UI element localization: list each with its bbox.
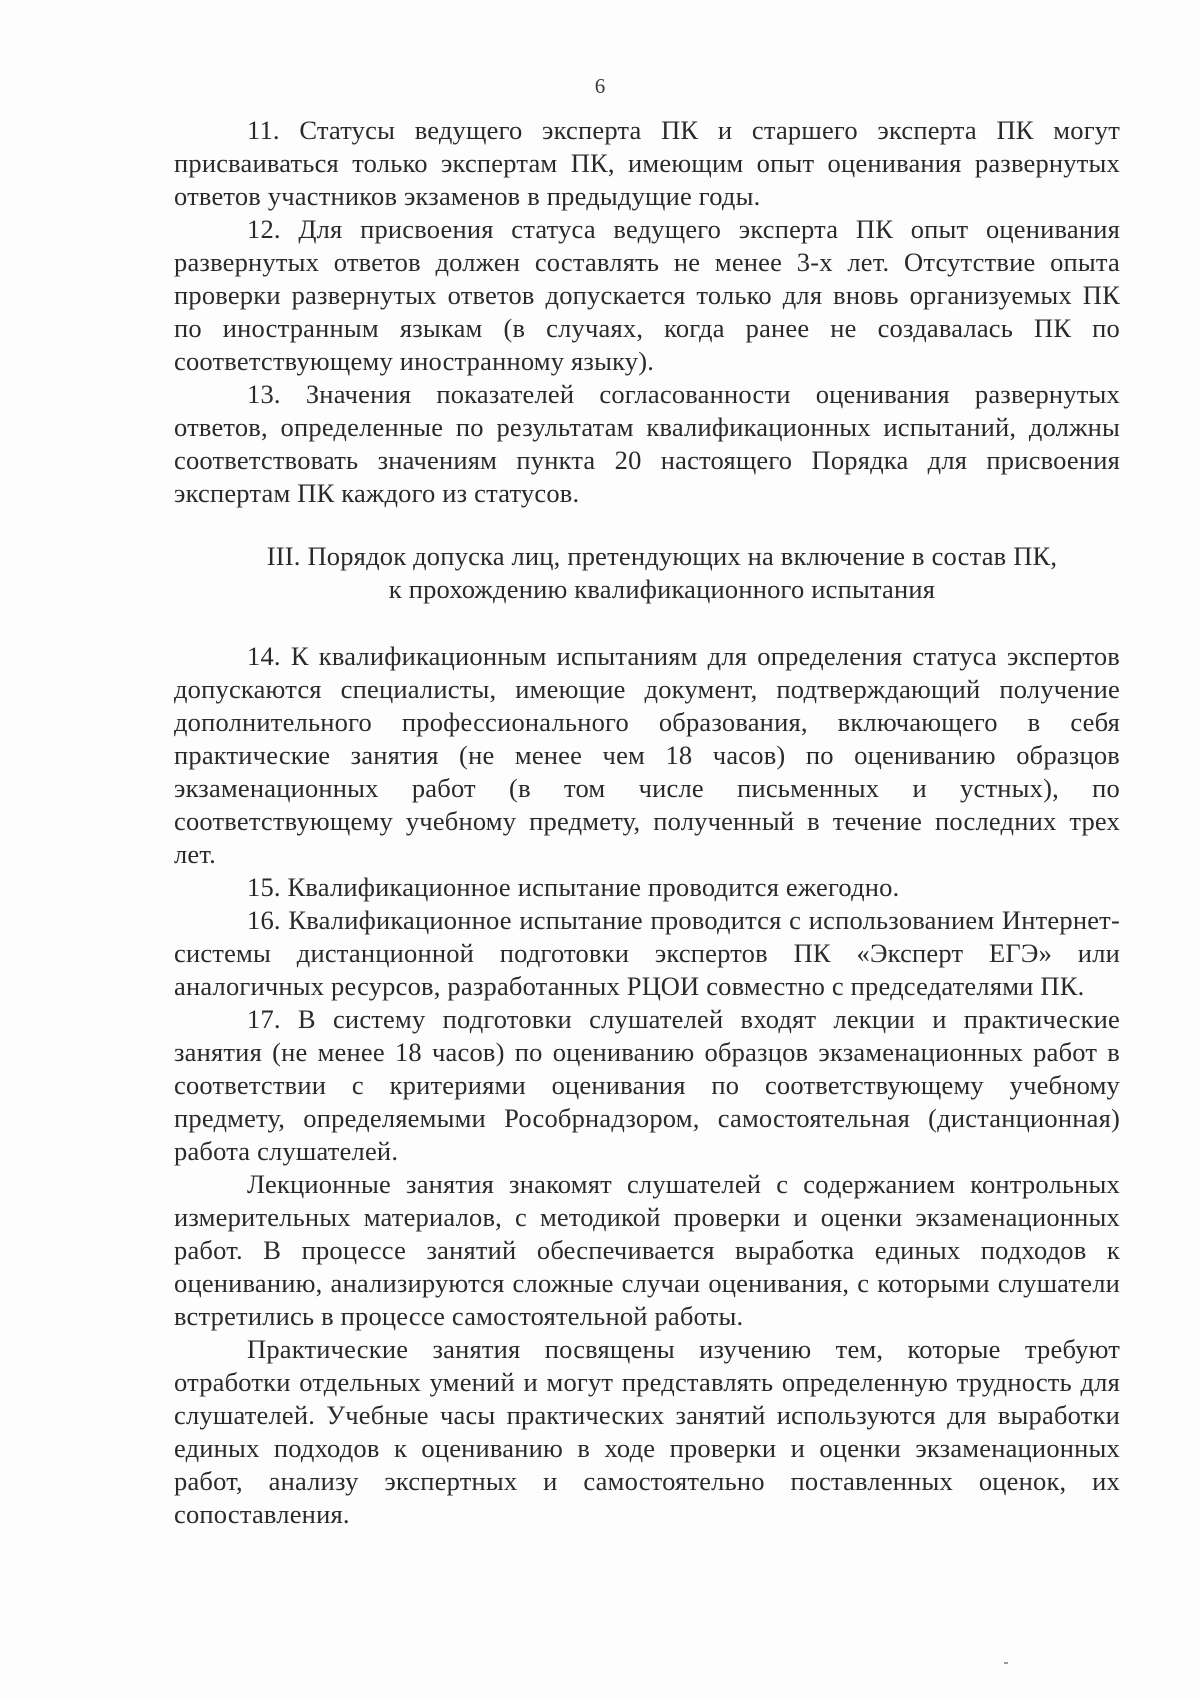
paragraph-12: 12. Для присвоения статуса ведущего эксперта ПК опыт оценивания развернутых ответов должен составлять не менее 3-х лет. Отсутствие опыта проверки развернутых ответов допускается только для вновь организуемых ПК по иностранным языкам (в случаях, когда ранее не создавалась ПК по соответствующему иностранному языку). [174,214,1120,376]
paragraph-16: 16. Квалификационное испытание проводится с использованием Интернет-системы дистанционной подготовки экспертов ПК «Эксперт ЕГЭ» или аналогичных ресурсов, разработанных РЦОИ совместно с председателями ПК. [174,905,1120,1001]
paragraph-11: 11. Статусы ведущего эксперта ПК и старшего эксперта ПК могут присваиваться только экспертам ПК, имеющим опыт оценивания развернутых ответов участников экзаменов в предыдущие годы. [174,115,1120,211]
paragraph-15: 15. Квалификационное испытание проводится ежегодно. [247,872,900,902]
section-heading-line-2: к прохождению квалификационного испытания [388,574,936,604]
document-body [174,114,1120,1531]
paragraph-13: 13. Значения показателей согласованности оценивания развернутых ответов, определенные по результатам квалификационных испытаний, должны соответствовать значениям пункта 20 настоящего Порядка для присвоения экспертам ПК каждого из статусов. [174,379,1120,508]
page-number: 6 [594,74,606,98]
paragraph-lectures: Лекционные занятия знакомят слушателей с содержанием контрольных измерительных материалов, с методикой проверки и оценки экзаменационных работ. В процессе занятий обеспечивается выработка единых подходов к оцениванию, анализируются сложные случаи оценивания, с которыми слушатели встретились в процессе самостоятельной работы. [174,1169,1120,1331]
section-heading [174,540,1120,606]
paragraph-practical: Практические занятия посвящены изучению тем, которые требуют отработки отдельных умений и могут представлять определенную трудность для слушателей. Учебные часы практических занятий используются для выработки единых подходов к оцениванию в ходе проверки и оценки экзаменационных работ, анализу экспертных и самостоятельно поставленных оценок, их сопоставления. [174,1334,1120,1529]
paragraph-17: 17. В систему подготовки слушателей входят лекции и практические занятия (не менее 18 часов) по оцениванию образцов экзаменационных работ в соответствии с критериями оценивания по соответствующему учебному предмету, определяемыми Рособрнадзором, самостоятельная (дистанционная) работа слушателей. [174,1004,1120,1166]
section-heading-line-1: III. Порядок допуска лиц, претендующих на включение в состав ПК, [266,541,1058,571]
paragraph-14: 14. К квалификационным испытаниям для определения статуса экспертов допускаются специалисты, имеющие документ, подтверждающий получение дополнительного профессионального образования, включающего в себя практические занятия (не менее чем 18 часов) по оцениванию образцов экзаменационных работ (в том числе письменных и устных), по соответствующему учебному предмету, полученный в течение последних трех лет. [174,641,1120,869]
scan-artifact-mark [1004,1662,1008,1664]
